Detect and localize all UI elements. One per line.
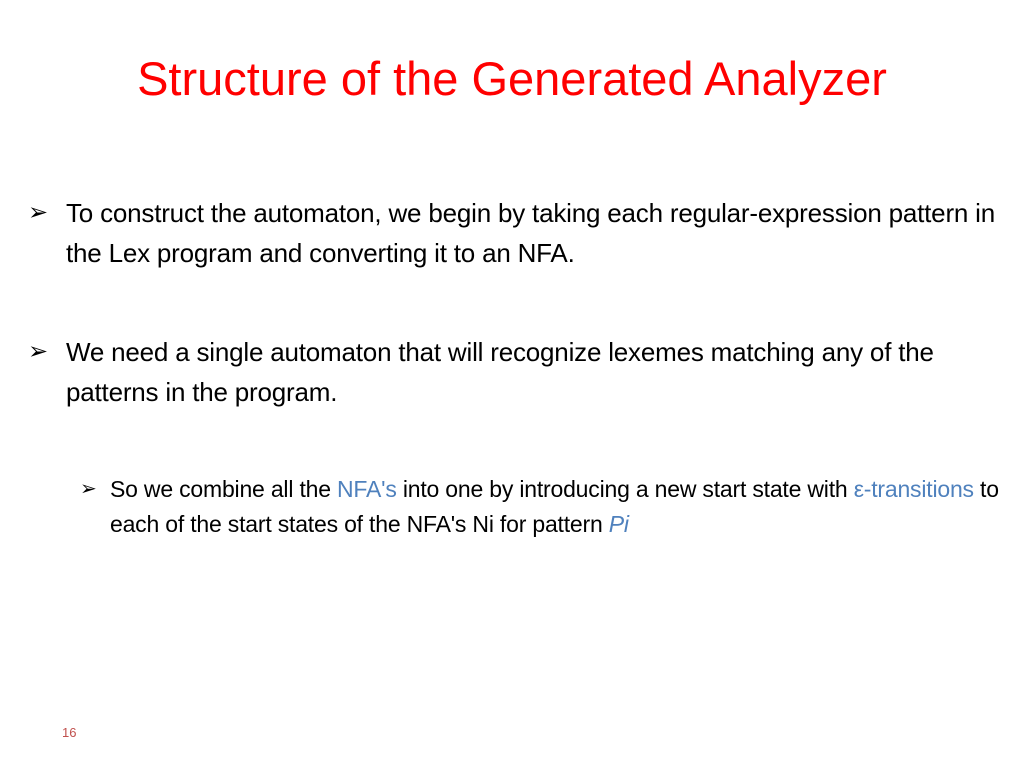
arrow-bullet-icon: ➢ (28, 338, 49, 365)
sub-bullet-text-part: to each of the start states of the NFA's Ni for pattern (110, 476, 999, 537)
highlight-term-epsilon-transitions: ε-transitions (853, 476, 974, 502)
highlight-term-pi: Pi (608, 511, 629, 537)
slide-title: Structure of the Generated Analyzer (137, 52, 887, 105)
arrow-bullet-icon: ➢ (80, 478, 97, 500)
sub-bullet-item (80, 472, 1000, 542)
sub-bullet-text-part: into one by introducing a new start state with (396, 476, 854, 502)
sub-bullet-text (110, 472, 1000, 542)
highlight-term-nfas: NFA's (337, 476, 397, 502)
slide-number: 16 (62, 725, 77, 740)
arrow-bullet-icon: ➢ (28, 199, 49, 226)
bullet-item (28, 193, 998, 273)
bullet-text: To construct the automaton, we begin by taking each regular-expression pattern in the Lex program and converting it to an NFA. (66, 198, 996, 268)
sub-bullet-text-part: So we combine all the (110, 476, 338, 502)
bullet-text: We need a single automaton that will recognize lexemes matching any of the patterns in the program. (66, 337, 934, 407)
bullet-item (28, 332, 998, 412)
